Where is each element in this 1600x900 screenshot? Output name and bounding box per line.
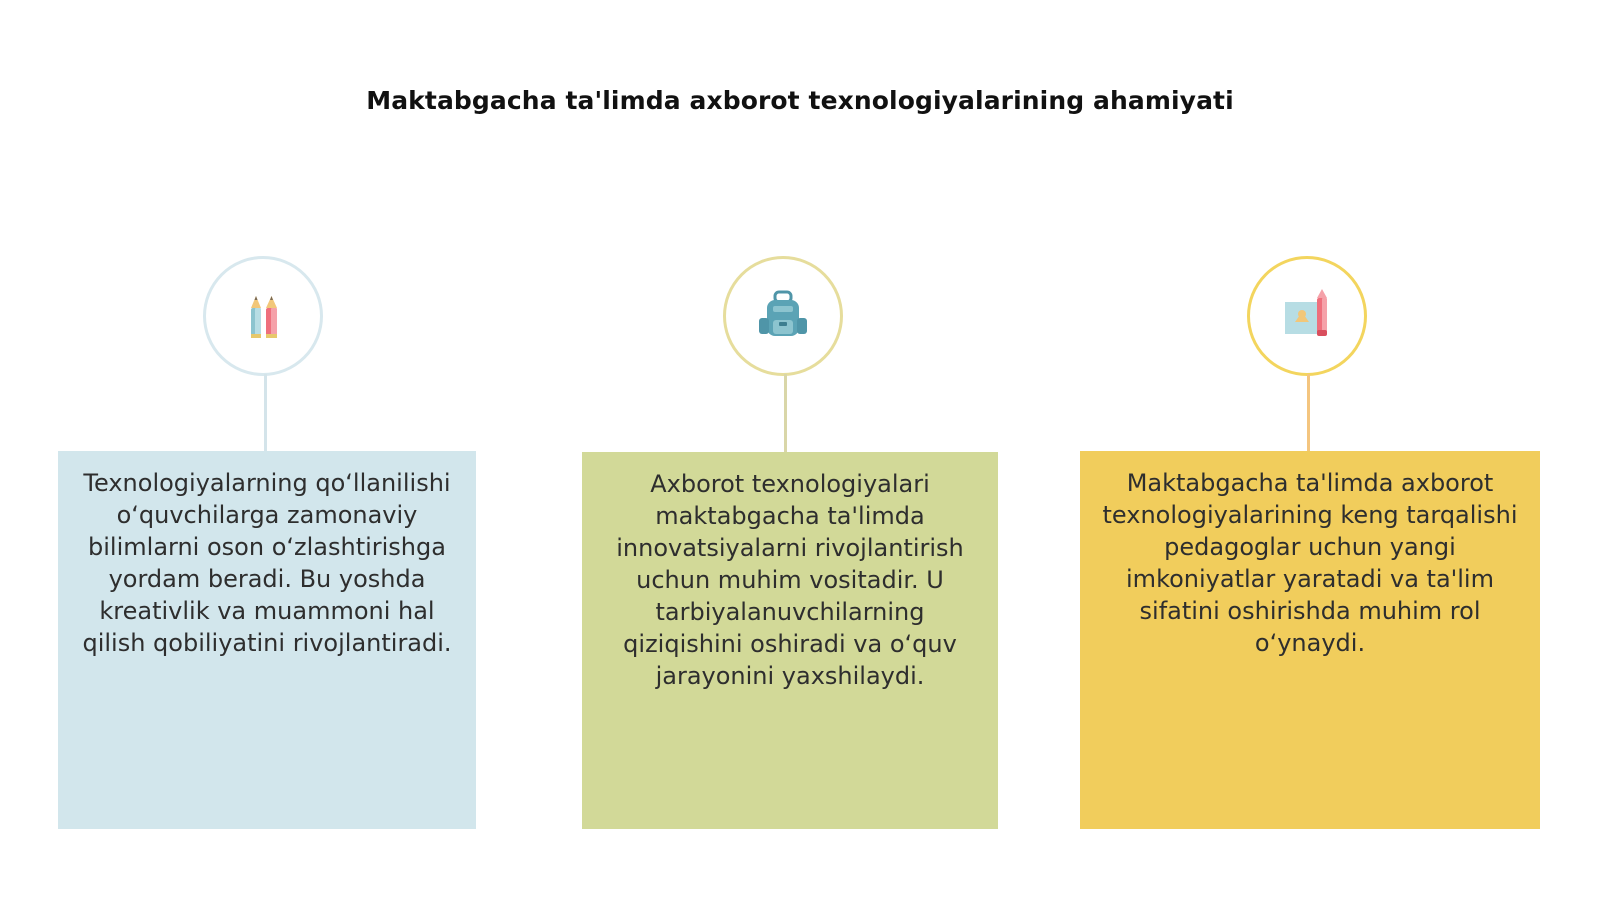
backpack-icon (751, 284, 815, 348)
icon-circle-2 (723, 256, 843, 376)
info-card-3: Maktabgacha ta'limda axborot texnologiyalarining keng tarqalishi pedagoglar uchun yangi imkoniyatlar yaratadi va ta'lim sifatini oshirishda muhim rol o‘ynaydi. (1080, 451, 1540, 829)
pencils-icon (233, 286, 293, 346)
info-card-2: Axborot texnologiyalari maktabgacha ta'limda innovatsiyalarni rivojlantirish uchun muhim vositadir. U tarbiyalanuvchilarning qiziqishini oshiradi va o‘quv jarayonini yaxshilaydi. (582, 452, 998, 829)
picture-and-crayon-icon (1275, 284, 1339, 348)
icon-circle-3 (1247, 256, 1367, 376)
connector-line-1 (264, 374, 267, 452)
connector-line-2 (784, 374, 787, 452)
page-title: Maktabgacha ta'limda axborot texnologiyalarining ahamiyati (366, 86, 1234, 115)
info-card-1: Texnologiyalarning qo‘llanilishi o‘quvchilarga zamonaviy bilimlarni oson o‘zlashtirishga yordam beradi. Bu yoshda kreativlik va muammoni hal qilish qobiliyatini rivojlantiradi. (58, 451, 476, 829)
icon-circle-1 (203, 256, 323, 376)
connector-line-3 (1307, 374, 1310, 452)
